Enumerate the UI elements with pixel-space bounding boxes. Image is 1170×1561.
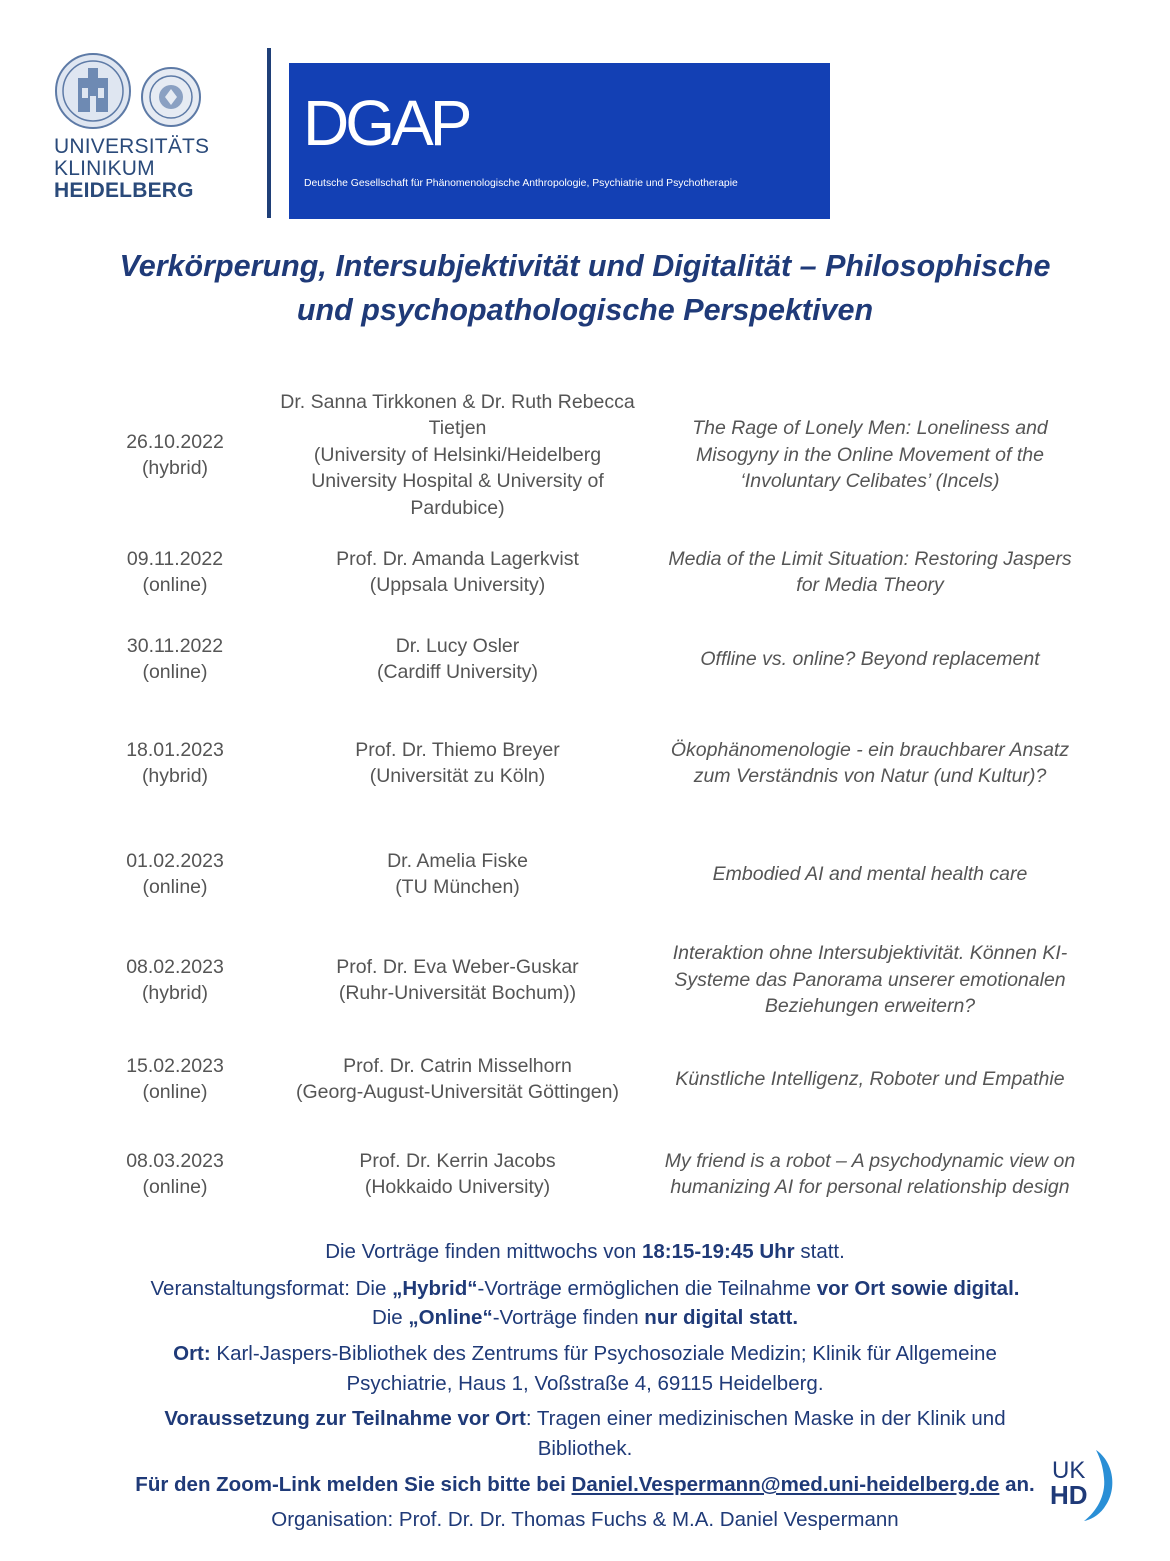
lecture-speaker-line: Dr. Sanna Tirkkonen & Dr. Ruth Rebecca bbox=[280, 390, 635, 413]
lecture-date bbox=[95, 1052, 255, 1106]
format-info-pre: Veranstaltungsformat: Die bbox=[150, 1277, 393, 1300]
format-online-label: „Online“ bbox=[408, 1306, 493, 1329]
lecture-topic-line: Misogyny in the Online Movement of the bbox=[696, 443, 1044, 466]
organisation-text: Organisation: Prof. Dr. Dr. Thomas Fuchs & M.A. Daniel Vespermann bbox=[271, 1508, 899, 1531]
time-info-pre: Die Vorträge finden mittwochs von bbox=[325, 1240, 642, 1263]
lecture-speaker bbox=[275, 736, 640, 790]
university-hospital-logo bbox=[54, 52, 254, 212]
lecture-speaker-line: (Uppsala University) bbox=[369, 574, 546, 596]
lecture-date-line: (online) bbox=[142, 574, 208, 596]
dgap-logo: DGAP bbox=[303, 87, 469, 159]
location-label: Ort: bbox=[173, 1342, 211, 1365]
lecture-topic bbox=[655, 847, 1085, 901]
organisation-info bbox=[60, 1505, 1110, 1535]
ukhd-logo-top: UK bbox=[1052, 1457, 1086, 1484]
lecture-speaker bbox=[275, 388, 640, 522]
lecture-topic-line: Ökophänomenologie - ein brauchbarer Ansatz bbox=[670, 738, 1070, 761]
uk-logo-line-1: UNIVERSITÄTS bbox=[54, 135, 210, 158]
time-info-hours: 18:15-19:45 Uhr bbox=[641, 1240, 795, 1263]
lecture-date-line: (online) bbox=[142, 876, 208, 898]
lecture-speaker-line: Tietjen bbox=[428, 417, 487, 440]
uk-logo-line-3: HEIDELBERG bbox=[54, 179, 194, 202]
dgap-logo-box bbox=[289, 63, 830, 219]
university-seal-icon bbox=[54, 52, 132, 130]
lecture-speaker-line: Prof. Dr. Thiemo Breyer bbox=[355, 738, 560, 761]
online-info-mid: -Vorträge finden bbox=[492, 1306, 645, 1329]
lecture-speaker-line: Prof. Dr. Eva Weber-Guskar bbox=[336, 955, 579, 978]
lecture-date-line: 08.02.2023 bbox=[126, 955, 224, 978]
lecture-date-line: 30.11.2022 bbox=[126, 634, 224, 657]
zoom-info bbox=[60, 1470, 1110, 1500]
lecture-speaker-line: Prof. Dr. Catrin Misselhorn bbox=[343, 1054, 572, 1077]
uk-logo-line-2: KLINIKUM bbox=[54, 157, 155, 180]
lecture-date-line: 18.01.2023 bbox=[126, 738, 224, 761]
requirement-info-2 bbox=[60, 1434, 1110, 1464]
dgap-subtitle: Deutsche Gesellschaft für Phänomenologische Anthropologie, Psychiatrie und Psychotherapie bbox=[304, 178, 738, 189]
lecture-date-line: (hybrid) bbox=[141, 765, 209, 787]
lecture-date-line: (online) bbox=[142, 1081, 208, 1103]
lecture-speaker-line: (Hokkaido University) bbox=[364, 1176, 551, 1198]
lecture-topic-line: Offline vs. online? Beyond replacement bbox=[700, 647, 1040, 670]
format-info-bold: vor Ort sowie digital. bbox=[816, 1277, 1020, 1300]
lecture-speaker bbox=[275, 1052, 640, 1106]
requirement-text-1: : Tragen einer medizinischen Maske in der Klinik und bbox=[525, 1407, 1006, 1430]
requirement-text-2: Bibliothek. bbox=[537, 1437, 633, 1460]
lecture-topic-line: Media of the Limit Situation: Restoring Jaspers bbox=[668, 547, 1072, 570]
lecture-speaker-line: University Hospital & University of bbox=[311, 470, 604, 493]
lecture-date-line: (online) bbox=[142, 1176, 208, 1198]
lecture-date-line: 15.02.2023 bbox=[126, 1054, 224, 1077]
header-divider bbox=[267, 48, 271, 218]
lecture-speaker-line: (Georg-August-Universität Göttingen) bbox=[296, 1081, 619, 1103]
lecture-speaker bbox=[275, 1147, 640, 1201]
online-info-pre: Die bbox=[371, 1306, 409, 1329]
lecture-speaker-line: (University of Helsinki/Heidelberg bbox=[313, 443, 602, 466]
lecture-date bbox=[95, 1147, 255, 1201]
lecture-date bbox=[95, 736, 255, 790]
lecture-topic-line: Künstliche Intelligenz, Roboter und Empathie bbox=[675, 1067, 1065, 1090]
lecture-topic bbox=[655, 632, 1085, 686]
lecture-speaker bbox=[275, 545, 640, 599]
lecture-topic-line: Beziehungen erweitern? bbox=[764, 995, 976, 1018]
lecture-topic bbox=[655, 1147, 1085, 1201]
lecture-topic-line: humanizing AI for personal relationship design bbox=[670, 1176, 1070, 1198]
medical-faculty-seal-icon bbox=[140, 66, 202, 128]
lecture-date-line: 09.11.2022 bbox=[126, 547, 224, 570]
lecture-topic-line: Embodied AI and mental health care bbox=[712, 862, 1028, 885]
lecture-topic-line: zum Verständnis von Natur (und Kultur)? bbox=[693, 765, 1047, 787]
lecture-date-line: (hybrid) bbox=[141, 982, 209, 1004]
lecture-speaker-line: Dr. Lucy Osler bbox=[395, 634, 520, 657]
lecture-speaker-line: (Universität zu Köln) bbox=[369, 765, 546, 787]
lecture-date bbox=[95, 545, 255, 599]
lecture-topic bbox=[655, 545, 1085, 599]
lecture-speaker-line: (TU München) bbox=[395, 876, 520, 898]
lecture-speaker-line: Prof. Dr. Kerrin Jacobs bbox=[359, 1149, 556, 1172]
lecture-speaker-line: (Cardiff University) bbox=[376, 661, 539, 683]
ukhd-logo-bottom: HD bbox=[1050, 1480, 1088, 1510]
location-text-2: Psychiatrie, Haus 1, Voßstraße 4, 69115 Heidelberg. bbox=[346, 1372, 824, 1395]
page-title-line-1: Verkörperung, Intersubjektivität und Digitalität – Philosophische bbox=[119, 249, 1051, 283]
lecture-speaker-line: Pardubice) bbox=[410, 496, 505, 519]
online-info-end: nur digital statt. bbox=[644, 1306, 799, 1329]
lecture-speaker bbox=[275, 847, 640, 901]
lecture-speaker-line: Dr. Amelia Fiske bbox=[387, 849, 528, 872]
format-info bbox=[60, 1274, 1110, 1304]
lecture-speaker bbox=[275, 632, 640, 686]
time-info-post: statt. bbox=[794, 1240, 845, 1263]
location-text-1: Karl-Jaspers-Bibliothek des Zentrums für Psychosoziale Medizin; Klinik für Allgemeine bbox=[210, 1342, 997, 1365]
lecture-topic bbox=[655, 736, 1085, 790]
lecture-topic bbox=[655, 388, 1085, 522]
zoom-info-pre: Für den Zoom-Link melden Sie sich bitte bei bbox=[135, 1473, 572, 1496]
time-info bbox=[60, 1237, 1110, 1267]
lecture-date bbox=[95, 388, 255, 522]
lecture-topic-line: My friend is a robot – A psychodynamic view on bbox=[664, 1149, 1076, 1172]
online-info bbox=[60, 1303, 1110, 1333]
requirement-info bbox=[60, 1404, 1110, 1434]
lecture-date-line: (hybrid) bbox=[141, 457, 209, 479]
lecture-date bbox=[95, 632, 255, 686]
lecture-date-line: 01.02.2023 bbox=[126, 849, 224, 872]
lecture-speaker bbox=[275, 940, 640, 1020]
lecture-date-line: 26.10.2022 bbox=[126, 430, 224, 453]
lecture-date bbox=[95, 847, 255, 901]
lecture-speaker-line: (Ruhr-Universität Bochum)) bbox=[338, 982, 577, 1004]
lecture-date-line: (online) bbox=[142, 661, 208, 683]
lecture-topic-line: Interaktion ohne Intersubjektivität. Können KI- bbox=[672, 942, 1068, 965]
lecture-topic-line: Systeme das Panorama unserer emotionalen bbox=[674, 968, 1066, 991]
lecture-topic-line: for Media Theory bbox=[796, 574, 944, 596]
format-hybrid-label: „Hybrid“ bbox=[392, 1277, 478, 1300]
lecture-topic-line: The Rage of Lonely Men: Loneliness and bbox=[692, 417, 1048, 440]
location-info-2 bbox=[60, 1369, 1110, 1399]
page-title-line-2: und psychopathologische Perspektiven bbox=[296, 293, 874, 327]
lecture-topic bbox=[655, 1052, 1085, 1106]
location-info bbox=[60, 1339, 1110, 1369]
ukhd-logo-icon bbox=[1048, 1446, 1118, 1522]
zoom-info-post: an. bbox=[999, 1473, 1035, 1496]
lecture-topic bbox=[655, 940, 1085, 1020]
requirement-label: Voraussetzung zur Teilnahme vor Ort bbox=[164, 1407, 526, 1430]
lecture-date bbox=[95, 940, 255, 1020]
lecture-speaker-line: Prof. Dr. Amanda Lagerkvist bbox=[336, 547, 579, 570]
lecture-topic-line: ‘Involuntary Celibates’ (Incels) bbox=[740, 470, 1000, 493]
email-link[interactable]: Daniel.Vespermann@med.uni-heidelberg.de bbox=[571, 1473, 1000, 1496]
format-info-mid: -Vorträge ermöglichen die Teilnahme bbox=[477, 1277, 817, 1300]
lecture-date-line: 08.03.2023 bbox=[126, 1149, 224, 1172]
